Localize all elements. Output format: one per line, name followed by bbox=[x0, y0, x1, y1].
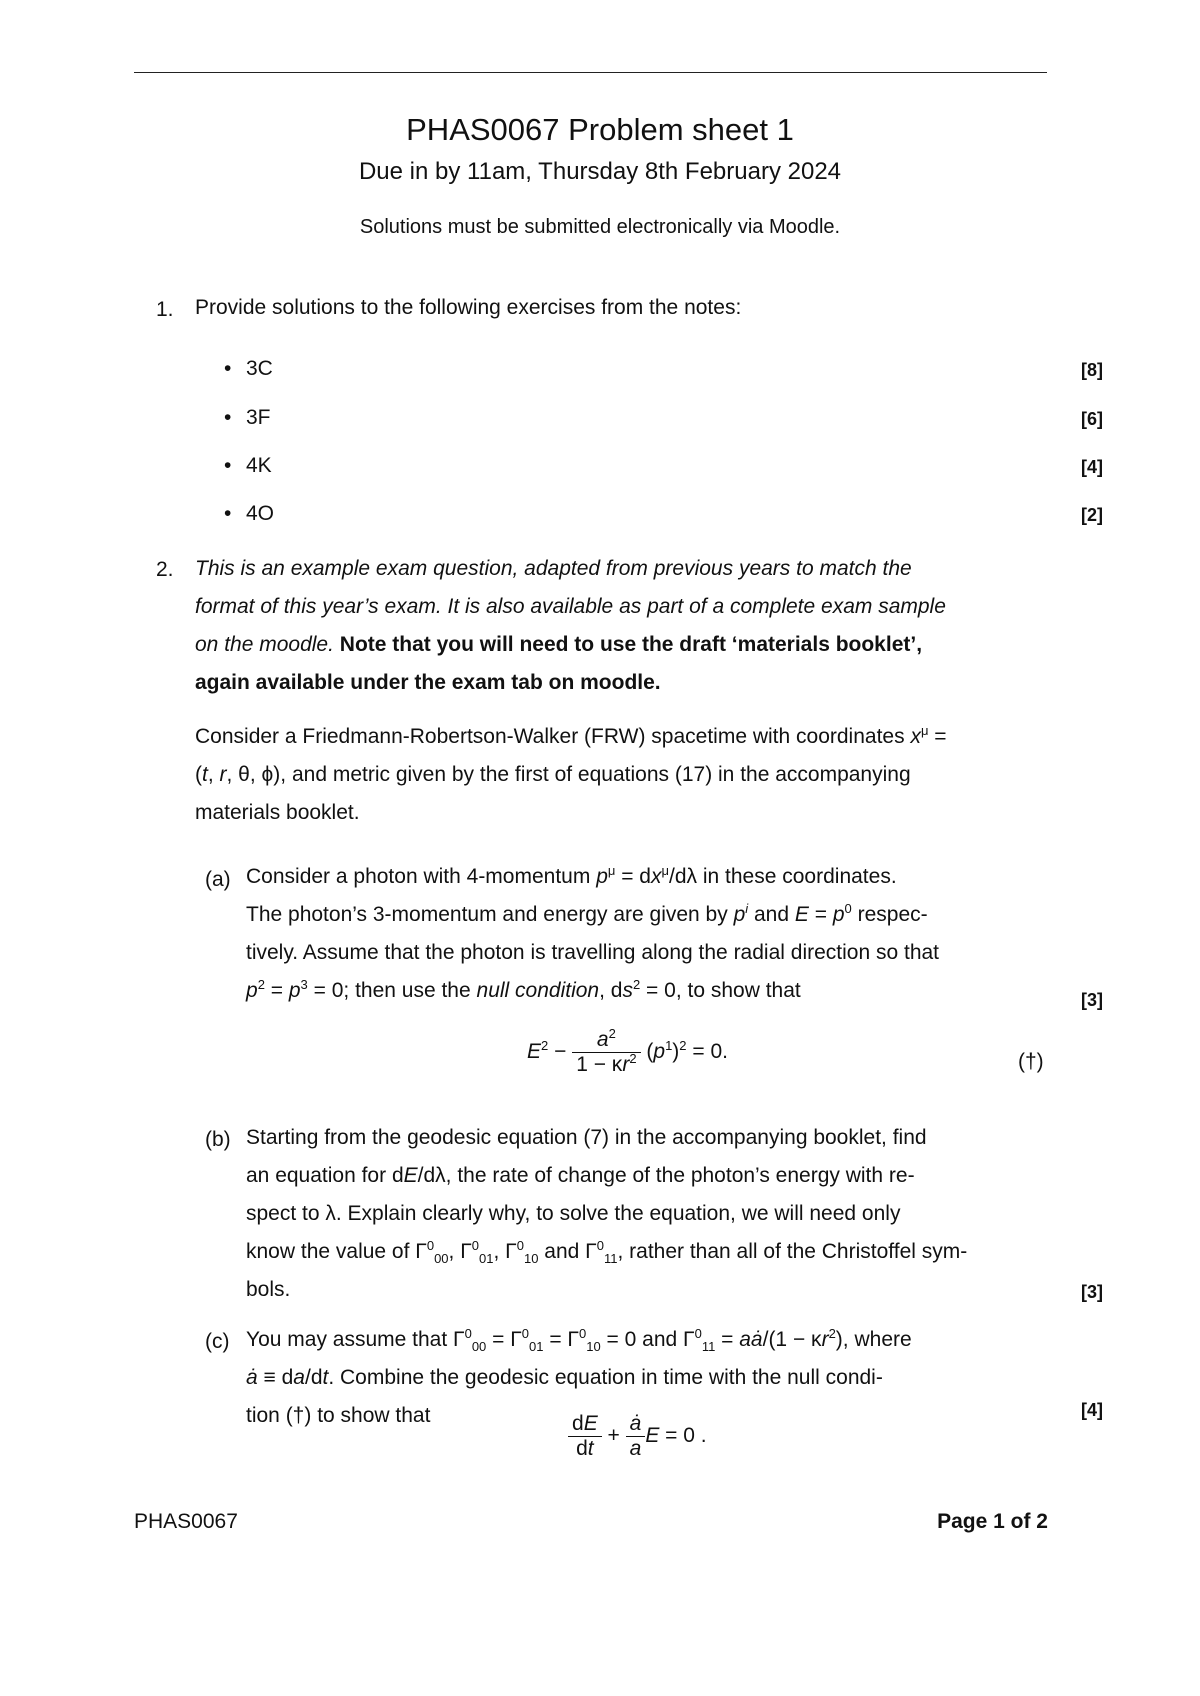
part-b-label: (b) bbox=[205, 1128, 231, 1151]
exercise-marks: [4] bbox=[1081, 457, 1103, 477]
equation-energy: $\frac{dE}{dt}$ + $\frac{ȧ}{a}$ E = 0 . bbox=[568, 1412, 707, 1461]
exercise-label: 3F bbox=[246, 406, 271, 429]
fraction: $\frac{a^2}{1 - \kappa r^2}$ bbox=[572, 1028, 640, 1077]
exercise-label: 4O bbox=[246, 502, 275, 525]
due-date: Due in by 11am, Thursday 8th February 2024 bbox=[358, 158, 842, 185]
part-b-line: bols. bbox=[246, 1278, 291, 1301]
part-a-line: in these coordinates. bbox=[702, 865, 897, 888]
equation-dagger: $E^2$ − $\frac{a^2}{1 - \kappa r^2}$ $(p^1)^2 = 0$. bbox=[527, 1026, 728, 1076]
context-line: and metric given by the first of equations (17) in the accompanying bbox=[291, 763, 911, 786]
intro-line: This is an example exam question, adapted from previous years to match the bbox=[195, 557, 912, 580]
intro-line: on the moodle. bbox=[195, 633, 334, 656]
context-line: Consider a Friedmann-Robertson-Walker (FRW) spacetime with coordinates bbox=[195, 725, 905, 748]
part-b-line: an equation for bbox=[246, 1164, 387, 1187]
question-2-intro bbox=[195, 550, 1045, 702]
page-title: PHAS0067 Problem sheet 1 bbox=[406, 112, 794, 147]
part-b-line: know the value of bbox=[246, 1240, 410, 1263]
part-a-line: , to show that bbox=[675, 979, 801, 1002]
equation-tag: (†) bbox=[1018, 1050, 1044, 1073]
exercise-marks: [6] bbox=[1081, 409, 1103, 429]
part-b-text: Starting from the geodesic equation (7) in the accompanying booklet, find an equation for dE/dλ, the rate of change of the photon’s energy with re- spect to λ. Explain clearly why, to solve the equation, we will need only know the value of $\Gamma^0_{00}$, $\Gamma^0_{01}$, $\Gamma^0_{10}$ and $\Gamma^0_{11}$, rather than all of the Christoffel sym- bols. bbox=[246, 1126, 968, 1301]
fraction: $\frac{ȧ}{a}$ bbox=[626, 1412, 646, 1461]
part-c-text: You may assume that $\Gamma^0_{00} = \Gamma^0_{01} = \Gamma^0_{10} = 0$ and $\Gamma^0_{11}$ = aȧ/(1 − $\kappa r^2$), where ȧ ≡ da/dt. Combine the geodesic equation in time with the null condi- tion (†) to show that bbox=[246, 1326, 912, 1427]
context-line: materials booklet. bbox=[195, 801, 360, 824]
part-c-line: Combine the geodesic equation in time with the null condi- bbox=[340, 1366, 883, 1389]
intro-bold: Note that you will need to use the draft ‘materials booklet’, bbox=[339, 633, 923, 656]
exercise-label: 3C bbox=[246, 357, 273, 380]
intro-bold: again available under the exam tab on moodle. bbox=[195, 671, 661, 694]
part-b-line: , the rate of change of the photon’s energy with re- bbox=[445, 1164, 915, 1187]
part-c-marks: [4] bbox=[1081, 1400, 1103, 1420]
question-1-number: 1. bbox=[156, 298, 174, 321]
exercise-marks: [8] bbox=[1081, 360, 1103, 380]
intro-line: format of this year’s exam. It is also available as part of a complete exam sample bbox=[195, 595, 946, 618]
part-a-line: tively. Assume that the photon is travelling along the radial direction so that bbox=[246, 941, 940, 964]
submission-note: Solutions must be submitted electronically via Moodle. bbox=[359, 216, 841, 238]
bullet-icon: • bbox=[224, 502, 232, 525]
bullet-icon: • bbox=[224, 406, 232, 429]
question-1-text: Provide solutions to the following exercises from the notes: bbox=[195, 296, 742, 319]
part-a-marks: [3] bbox=[1081, 990, 1103, 1010]
part-c-line: where bbox=[854, 1328, 912, 1351]
null-condition-term: null condition bbox=[476, 979, 600, 1002]
question-2-number: 2. bbox=[156, 558, 174, 581]
part-a-text: Consider a photon with 4-momentum $p^\mu = dx^\mu/d\lambda$ in these coordinates. The photon’s 3-momentum and energy are given by $p^i$ and $E = p^0$ respec- tively. Assume that the photon is travelling along the radial direction so that $p^2 = p^3 = 0$; then use the null condition, $ds^2 = 0$, to show that bbox=[246, 863, 940, 1002]
part-a-line: Consider a photon with 4-momentum bbox=[246, 865, 591, 888]
question-2-context: Consider a Friedmann-Robertson-Walker (FRW) spacetime with coordinates $x^\mu$ = (t, r, θ, ϕ), and metric given by the first of equations (17) in the accompanying materials booklet. bbox=[195, 723, 947, 824]
bullet-icon: • bbox=[224, 357, 232, 380]
part-a-line: respec- bbox=[857, 903, 928, 926]
part-a-line: The photon’s 3-momentum and energy are given by bbox=[246, 903, 728, 926]
part-a-label: (a) bbox=[205, 868, 231, 891]
top-rule bbox=[134, 72, 1047, 73]
part-b-line: spect to λ. Explain clearly why, to solve the equation, we will need only bbox=[246, 1202, 901, 1225]
fraction: $\frac{dE}{dt}$ bbox=[568, 1412, 602, 1461]
part-c-line: You may assume that bbox=[246, 1328, 448, 1351]
part-c-line: tion (†) to show that bbox=[246, 1404, 431, 1427]
part-a-line: ; then use the bbox=[343, 979, 471, 1002]
bullet-icon: • bbox=[224, 454, 232, 477]
part-c-label: (c) bbox=[205, 1330, 230, 1353]
exercise-marks: [2] bbox=[1081, 505, 1103, 525]
part-b-marks: [3] bbox=[1081, 1282, 1103, 1302]
exercise-label: 4K bbox=[246, 454, 272, 477]
footer-course: PHAS0067 bbox=[134, 1510, 238, 1533]
part-b-line: rather than all of the Christoffel sym- bbox=[629, 1240, 968, 1263]
footer-page: Page 1 of 2 bbox=[937, 1510, 1048, 1533]
part-b-line: Starting from the geodesic equation (7) in the accompanying booklet, find bbox=[246, 1126, 927, 1149]
